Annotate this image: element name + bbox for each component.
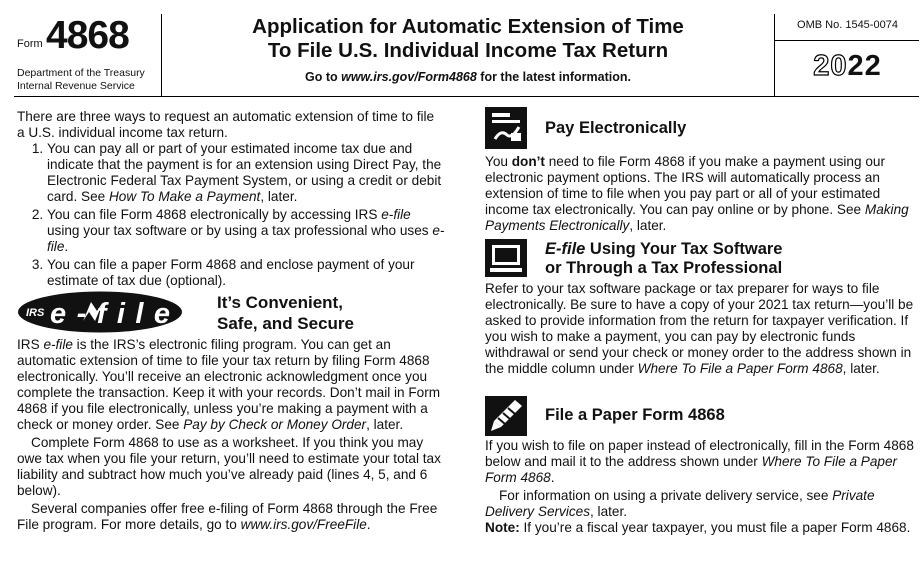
- way-item-3: 3. You can file a paper Form 4868 and enclose payment of your estimate of tax due (optional).: [47, 257, 445, 289]
- way-item-2: 2. You can file Form 4868 electronically by accessing IRS e-file using your tax software or by using a tax professional who uses e-file.: [47, 207, 445, 255]
- left-column-bottom: [17, 337, 447, 533]
- efile-heading: [545, 240, 782, 278]
- ref-private-delivery: Private Delivery Services: [485, 488, 875, 519]
- title-line1: Application for Automatic Extension of Time: [252, 15, 684, 38]
- header-divider-left: [161, 14, 162, 96]
- omb-divider: [775, 40, 919, 41]
- ref-where-to-file-2: Where To File a Paper Form 4868: [485, 454, 898, 485]
- form-label: Form: [17, 38, 43, 50]
- convenient-heading: [217, 292, 354, 334]
- paper-section: [485, 438, 915, 536]
- pay-electronically-icon: [485, 107, 527, 149]
- left-column-top: [17, 109, 445, 291]
- tax-year-prefix: 20: [813, 50, 848, 82]
- convenient-line2: Safe, and Secure: [217, 314, 355, 333]
- ref-where-to-file: Where To File a Paper Form 4868: [637, 361, 843, 376]
- pay-paragraph: You don’t need to file Form 4868 if you make a payment using our electronic payment options. The IRS will automatically process an extension of time to file when you pay part or all of your estimated income tax electronically. You can pay online or by phone. See Making Payments Electronically, later.: [485, 154, 909, 233]
- efile-paragraph-1: IRS e-file is the IRS’s electronic filing program. You can get an automatic extension of time to file your tax return by filing Form 4868 electronically. You’ll receive an electronic acknowledgment once you complete the transaction. Keep it with your records. Don’t mail in Form 4868 if you file electronically, unless you’re making a payment with a check or money order. See Pay by Check or Money Order, later.: [17, 337, 441, 432]
- goto-url[interactable]: www.irs.gov/Form4868: [341, 70, 477, 84]
- title-line2: To File U.S. Individual Income Tax Return: [267, 39, 669, 62]
- tax-year-suffix: 22: [847, 50, 882, 82]
- paper-paragraph-2: For information on using a private delivery service, see Private Delivery Services, later.: [485, 488, 875, 519]
- form-title: [163, 15, 773, 63]
- form-number: 4868: [46, 14, 129, 57]
- efile-paragraph: Refer to your tax software package or tax preparer for ways to file electronically. Be sure to have a copy of your 2021 tax return—you’ll be asked to provide information from the return for taxpayer verification. If you wish to make a payment, you can pay by electronic funds withdrawal or send your check or money order to the address shown in the middle column under Where To File a Paper Form 4868, later.: [485, 281, 914, 376]
- note-paragraph: Note: If you’re a fiscal year taxpayer, you must file a paper Form 4868.: [485, 520, 911, 535]
- freefile-url[interactable]: www.irs.gov/FreeFile: [240, 517, 367, 532]
- efile-paragraph-3: Several companies offer free e-filing of Form 4868 through the Free File program. For more details, go to www.irs.gov/FreeFile.: [17, 501, 438, 532]
- computer-icon: [485, 239, 527, 277]
- tax-year: [775, 50, 920, 83]
- department-line1: Department of the Treasury: [17, 67, 145, 79]
- efile-paragraph-2: Complete Form 4868 to use as a worksheet. If you think you may owe tax when you file your return, you’ll need to estimate your total tax liability and subtract how much you’ve already paid (lines 4, 5, and 6 below).: [17, 435, 441, 498]
- department-line2: Internal Revenue Service: [17, 80, 135, 92]
- paper-paragraph-1: If you wish to file on paper instead of electronically, fill in the Form 4868 below and mail it to the address shown under Where To File a Paper Form 4868.: [485, 438, 914, 485]
- logo-irs-text: IRS: [26, 307, 45, 319]
- goto-suffix: for the latest information.: [476, 70, 631, 84]
- pay-heading: Pay Electronically: [545, 119, 687, 137]
- way-item-1: 1. You can pay all or part of your estimated income tax due and indicate that the payment is for an extension using Direct Pay, the Electronic Federal Tax Payment System, or using a credit or debit card. See How To Make a Payment, later.: [47, 141, 445, 205]
- omb-number: OMB No. 1545-0074: [797, 19, 898, 31]
- ref-pay-by-check: Pay by Check or Money Order: [183, 417, 367, 432]
- irs-efile-logo: [17, 290, 183, 334]
- efile-heading-line1: E-file Using Your Tax Software: [545, 240, 783, 258]
- department: [17, 67, 145, 93]
- efile-logo-icon: [17, 290, 183, 334]
- ref-how-to-make-payment: How To Make a Payment: [108, 189, 261, 204]
- logo-efile-text: e-file: [50, 298, 170, 330]
- pen-writing-icon: [485, 396, 527, 436]
- ways-list: [17, 141, 445, 289]
- intro-text: There are three ways to request an automatic extension of time to file a U.S. individual income tax return.: [17, 109, 435, 140]
- goto-prefix: Go to: [305, 70, 342, 84]
- convenient-line1: It’s Convenient,: [217, 293, 343, 312]
- goto-line: [163, 70, 773, 84]
- header-bottom-rule: [14, 96, 919, 97]
- paper-heading: File a Paper Form 4868: [545, 406, 725, 424]
- efile-heading-line2: or Through a Tax Professional: [545, 259, 783, 277]
- ref-making-payments: Making Payments Electronically: [485, 202, 909, 233]
